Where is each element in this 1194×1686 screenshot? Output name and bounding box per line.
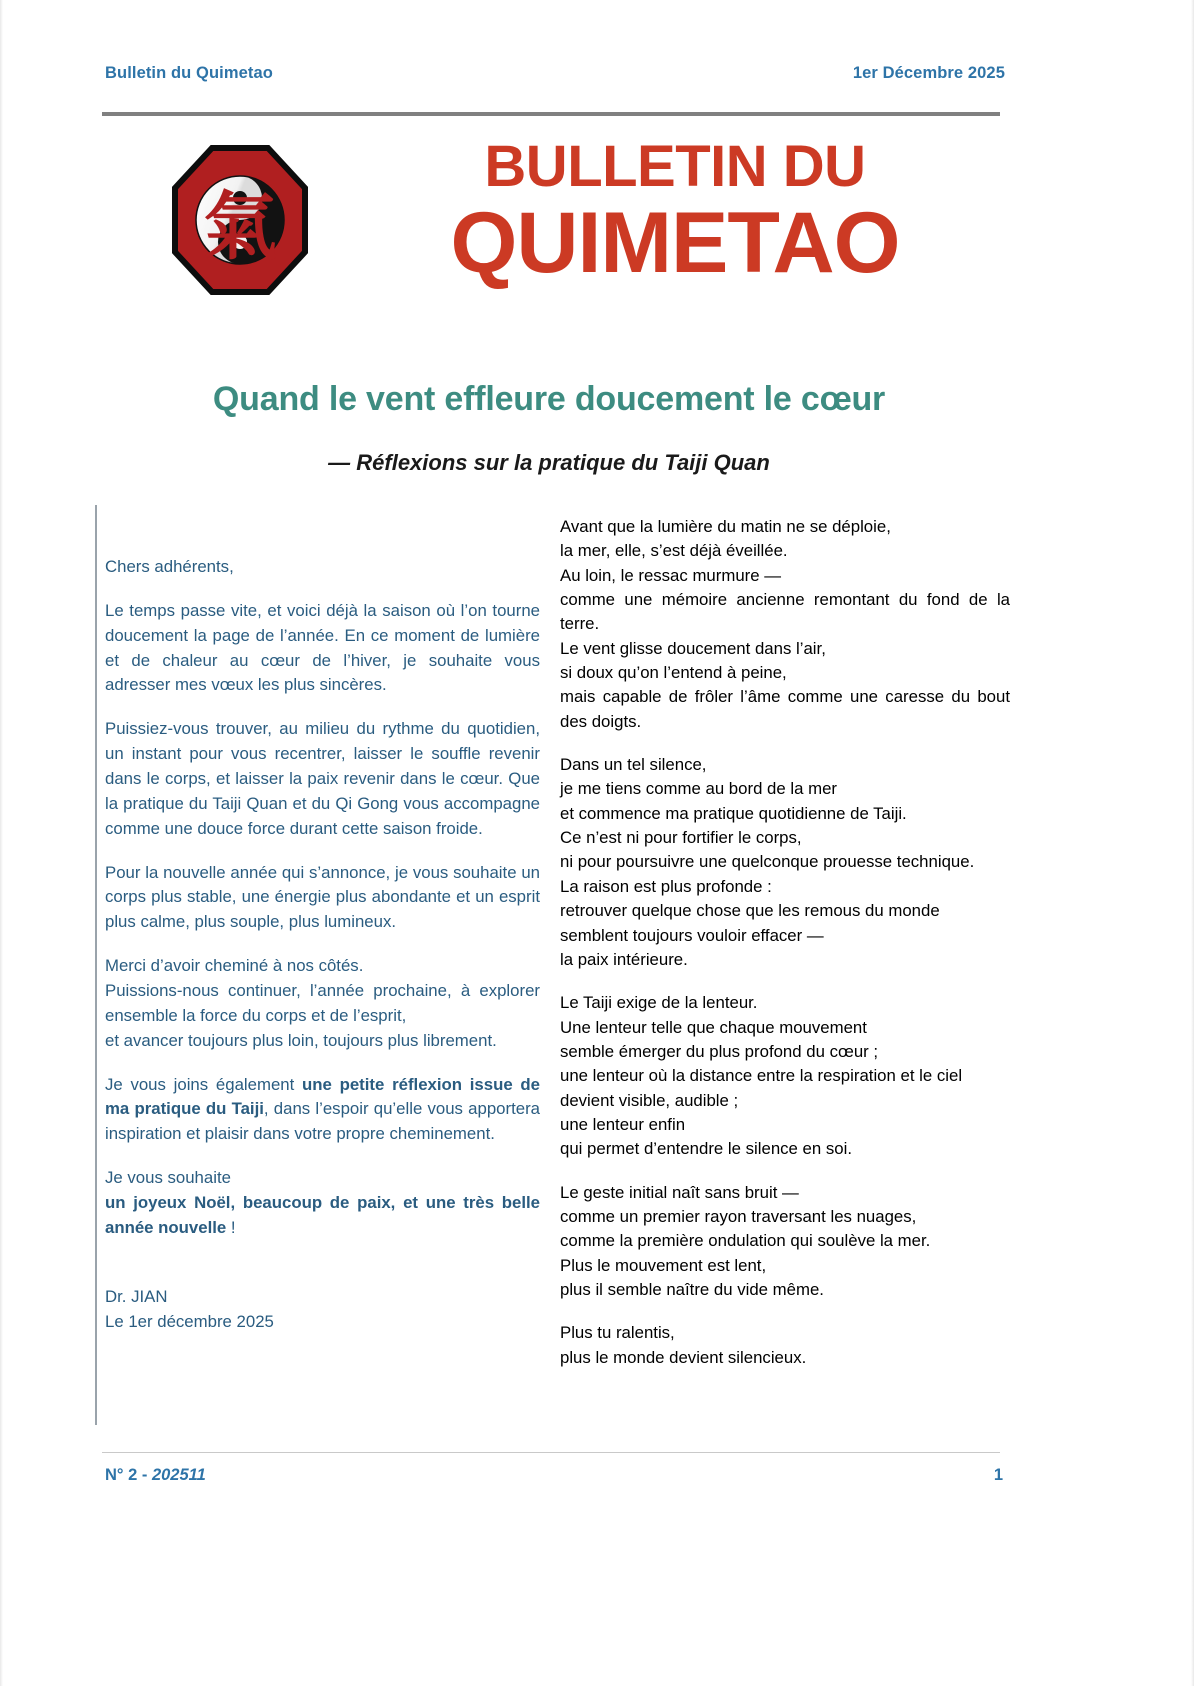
article-title: Quand le vent effleure doucement le cœur — [212, 380, 886, 418]
running-header — [105, 64, 1005, 83]
letter-paragraph-6 — [105, 1166, 540, 1241]
poem-stanza-5: Plus tu ralentis, plus le monde devient silencieux. — [560, 1323, 807, 1367]
masthead-title-line-2: QUIMETAO — [450, 195, 900, 291]
page-number: 1 — [993, 1466, 1003, 1484]
quimetao-qi-octagon-logo — [171, 144, 309, 296]
running-header-left: Bulletin du Quimetao — [105, 64, 273, 82]
issue-number-prefix: N° 2 - — [105, 1466, 152, 1484]
poem-stanza-4: Le geste initial naît sans bruit — comme un premier rayon traversant les nuages, comme la première ondulation qui soulève la mer. Plus le mouvement est lent, plus il semble naître du vide même. — [560, 1182, 931, 1299]
letter-p4-line-3: et avancer toujours plus loin, toujours plus librement. — [105, 1030, 497, 1050]
issue-number-code: 202511 — [151, 1466, 206, 1484]
letter-salutation: Chers adhérents, — [105, 557, 234, 576]
page-footer — [105, 1466, 1003, 1485]
letter-paragraph-4 — [105, 954, 540, 1053]
letter-p5-lead: Je vous joins également — [105, 1074, 303, 1094]
issue-number — [105, 1466, 206, 1485]
letter-p6-line-1: Je vous souhaite — [105, 1168, 231, 1188]
masthead-titles — [345, 130, 1005, 291]
article-subtitle: — Réflexions sur la pratique du Taiji Quan — [328, 450, 770, 475]
masthead-title-line-1: BULLETIN DU — [484, 134, 866, 199]
letter-signature — [105, 1285, 540, 1335]
column-divider — [95, 505, 97, 1425]
signature-name: Dr. JIAN — [105, 1286, 168, 1306]
letter-p6-tail: ! — [226, 1217, 236, 1237]
running-header-date: 1er Décembre 2025 — [852, 64, 1005, 82]
letter-p4-line-2: Puissions-nous continuer, l’année prochaine, à explorer ensemble la force du corps et de l’esprit, — [105, 981, 540, 1025]
right-column-poem — [560, 515, 1010, 1389]
signature-date: Le 1er décembre 2025 — [105, 1311, 274, 1331]
letter-p4-line-1: Merci d’avoir cheminé à nos côtés. — [105, 956, 364, 976]
article-columns — [95, 505, 1010, 1425]
letter-paragraph-1: Le temps passe vite, et voici déjà la saison où l’on tourne doucement la page de l’année. En ce moment de lumière et de chaleur au cœur de l’hiver, je souhaite vous adresser mes vœux les plus sincères. — [105, 600, 540, 695]
poem-stanza-3: Le Taiji exige de la lenteur. Une lenteur telle que chaque mouvement semble émerger du plus profond du cœur ; une lenteur où la distance entre la respiration et le ciel devient visible, audible ; une lenteur enfin qui permet d’entendre le silence en soi. — [560, 993, 963, 1159]
letter-paragraph-2: Puissiez-vous trouver, au milieu du rythme du quotidien, un instant pour vous recentrer, laisser le souffle revenir dans le corps, et laisser la paix revenir dans le cœur. Que la pratique du Taiji Quan et du Qi Gong vous accompagne comme une douce force durant cette saison froide. — [105, 719, 540, 838]
page-content — [95, 0, 1099, 1686]
letter-p5-emphasis: une petite réflexion issue de ma pratique du Taiji — [105, 1074, 540, 1119]
footer-divider-rule — [102, 1452, 1000, 1453]
letter-p5-tail: , dans l’espoir qu’elle vous apportera inspiration et plaisir dans votre propre cheminement. — [105, 1099, 540, 1144]
letter-paragraph-5 — [105, 1073, 540, 1148]
header-divider-rule — [102, 112, 1000, 116]
masthead — [95, 130, 1005, 330]
letter-p6-wishes: un joyeux Noël, beaucoup de paix, et une très belle année nouvelle — [105, 1193, 540, 1237]
left-column-letter — [105, 555, 540, 1353]
qi-character: 氣 — [203, 184, 277, 270]
letter-paragraph-3: Pour la nouvelle année qui s’annonce, je vous souhaite un corps plus stable, une énergie plus abondante et un esprit plus calme, plus souple, plus lumineux. — [105, 862, 540, 932]
poem-stanza-2: Dans un tel silence, je me tiens comme au bord de la mer et commence ma pratique quotidienne de Taiji. Ce n’est ni pour fortifier le corps, ni pour poursuivre une quelconque prouesse technique. La raison est plus profonde : retrouver quelque chose que les remous du monde semblent toujours vouloir effacer — la paix intérieure. — [560, 755, 975, 969]
poem-stanza-1: Avant que la lumière du matin ne se déploie, la mer, elle, s’est déjà éveillée. Au loin, le ressac murmure — comme une mémoire ancienne remontant du fond de la terre. Le vent glisse doucement dans l’air, si doux qu’on l’entend à peine, mais capable de frôler l’âme comme une caresse du bout des doigts. — [560, 517, 1010, 731]
